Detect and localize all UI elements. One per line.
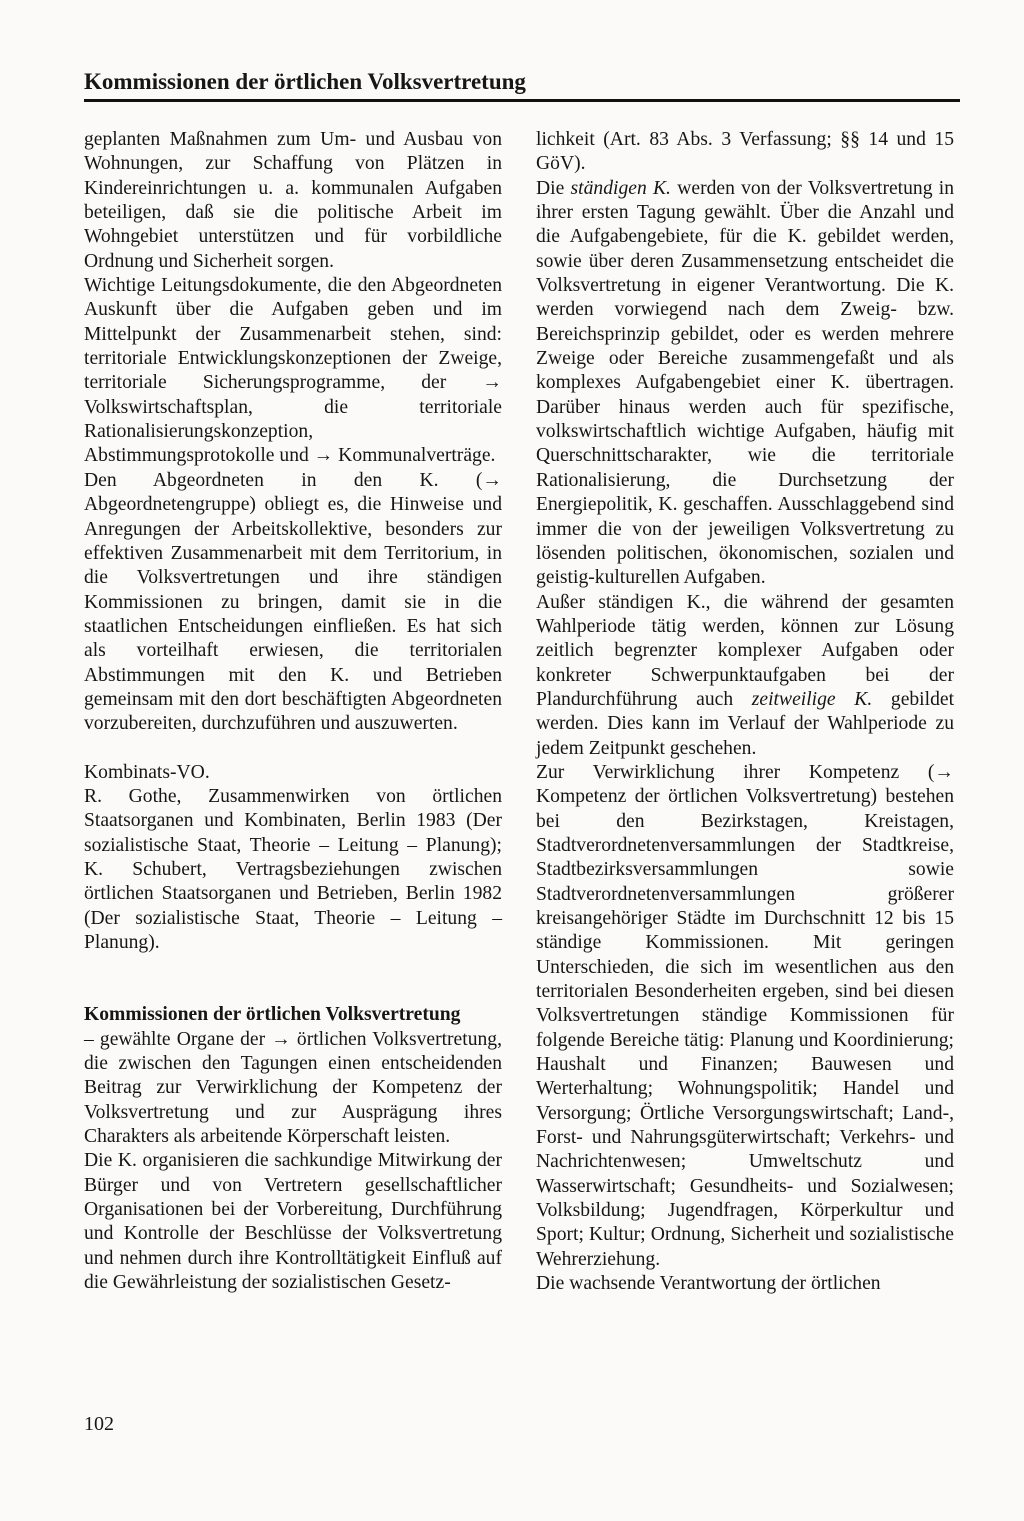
entry-definition: – gewählte Organe der → örtlichen Volksvertretung, die zwischen den Tagungen einen entscheidenden Beitrag zur Verwirklichung der Kompetenz der Volksvertretung und zur Ausprägung ihres Charakters als arbeitende Körperschaft leisten.	[84, 1028, 502, 1148]
entry-paragraph-mitwirkung: Die K. organisieren die sachkundige Mitwirkung der Bürger und von Vertretern gesellschaftlicher Organisationen bei der Vorbereitung, Durchführung und Kontrolle der Beschlüsse der Volksvertretung und nehmen durch ihre Kontrolltätigkeit Einfluß auf die Gewährleistung der sozialistischen Gesetz-	[84, 1150, 502, 1294]
paragraph-staendige-kommissionen	[536, 177, 954, 591]
paragraph-gesetzlichkeit: lichkeit (Art. 83 Abs. 3 Verfassung; §§ 14 und 15 GöV).	[536, 129, 954, 175]
paragraph-continued: geplanten Maßnahmen zum Um- und Ausbau von Wohnungen, zur Schaffung von Plätzen in Kindereinrichtungen u. a. kommunalen Aufgaben beteiligen, daß sie die politische Arbeit im Wohngebiet unterstützen und für vorbildliche Ordnung und Sicherheit sorgen.	[84, 129, 502, 272]
reference-law: Kombinats-VO.	[84, 761, 210, 783]
text-run: Außer ständigen K., die während der gesamten Wahlperiode tätig werden, können zur Lösung zeitlich begrenzter komplexer Aufgaben oder konkreter Schwerpunktaufgaben bei der Plandurchführung auch	[536, 591, 954, 710]
entry-title: Kommissionen der örtlichen Volksvertretung	[84, 1004, 461, 1026]
text-run: werden von der Volksvertretung in ihrer ersten Tagung gewählt. Über die Anzahl und die Aufgabengebiete, für die K. gebildet werden, sowie über deren Zusammensetzung entscheidet die Volksvertretung in eigener Verantwortung. Die K. werden vorwiegend nach dem Zweig- bzw. Bereichsprinzip gebildet, oder es werden mehrere Zweige oder Bereiche zusammengefaßt und als komplexes Aufgabengebiet einer K. übertragen. Darüber hinaus werden auch für spezifische, volkswirtschaftlich wichtige Aufgaben, häufig mit Querschnittscharakter, wie die territoriale Rationalisierung, die Durchsetzung der Energiepolitik, K. geschaffen. Ausschlaggebend sind immer die von der jeweiligen Volksvertretung zu lösenden politischen, ökonomischen, sozialen und geistig-kulturellen Aufgaben.	[536, 177, 954, 589]
paragraph-leitungsdokumente: Wichtige Leitungsdokumente, die den Abgeordneten Auskunft über die Aufgaben geben und im Mittelpunkt der Zusammenarbeit stehen, sind: territoriale Entwicklungskonzeptionen der Zweige, territoriale Sicherungsprogramme, der → Volkswirtschaftsplan, die territoriale Rationalisierungskonzeption, Abstimmungsprotokolle und → Kommunalverträge.	[84, 275, 502, 467]
spacer	[84, 955, 502, 1003]
reference-literature: R. Gothe, Zusammenwirken von örtlichen Staatsorganen und Kombinaten, Berlin 1983 (Der sozialistische Staat, Theorie – Leitung – Planung); K. Schubert, Vertragsbeziehungen zwischen örtlichen Staatsorganen und Betrieben, Berlin 1982 (Der sozialistische Staat, Theorie – Leitung – Planung).	[84, 785, 502, 953]
page-number: 102	[84, 1413, 114, 1435]
paragraph-kompetenz: Zur Verwirklichung ihrer Kompetenz (→ Kompetenz der örtlichen Volksvertretung) bestehen bei den Bezirkstagen, Kreistagen, Stadtverordnetenversammlungen der Stadtkreise, Stadtbezirksversammlungen sowie Stadtverordnetenversammlungen größerer kreisangehöriger Städte im Durchschnitt 12 bis 15 ständige Kommissionen. Mit geringen Unterschieden, die sich im wesentlichen aus den territorialen Besonderheiten ergeben, sind bei diesen Volksvertretungen ständige Kommissionen für folgende Bereiche tätig: Planung und Koordinierung; Haushalt und Finanzen; Bauwesen und Werterhaltung; Wohnungspolitik; Handel und Versorgung; Örtliche Versorgungswirtschaft; Land-, Forst- und Nahrungsgüterwirtschaft; Verkehrs- und Nachrichtenwesen; Umweltschutz und Wasserwirtschaft; Gesundheits- und Sozialwesen; Volksbildung; Jugendfragen, Körperkultur und Sport; Kultur; Ordnung, Sicherheit und sozialistische Wehrerziehung.	[536, 761, 954, 1270]
text-run: Die	[536, 177, 571, 199]
paragraph-abgeordnete: Den Abgeordneten in den K. (→ Abgeordnetengruppe) obliegt es, die Hinweise und Anregungen der Arbeitskollektive, besonders zur effektiven Zusammenarbeit mit dem Territorium, in die Volksvertretungen und ihre ständigen Kommissionen zu bringen, damit sie in die staatlichen Entscheidungen einfließen. Es hat sich als vorteilhaft erwiesen, die territorialen Abstimmungen mit den K. und Betrieben gemeinsam mit den dort beschäftigten Abgeordneten vorzubereiten, durchzuführen und auszuwerten.	[84, 469, 502, 735]
emphasis-zeitweilige-k: zeitweilige K.	[751, 688, 873, 710]
paragraph-zeitweilige-kommissionen	[536, 591, 954, 761]
spacer	[84, 737, 502, 761]
right-column	[536, 128, 954, 1297]
emphasis-staendige-k: ständigen K.	[570, 177, 671, 199]
paragraph-verantwortung: Die wachsende Verantwortung der örtlichen	[536, 1273, 881, 1295]
left-column	[84, 128, 502, 1295]
running-head: Kommissionen der örtlichen Volksvertretung	[84, 68, 960, 102]
text-run: gebildet werden. Dies kann im Verlauf der Wahlperiode zu jedem Zeitpunkt geschehen.	[536, 688, 955, 759]
